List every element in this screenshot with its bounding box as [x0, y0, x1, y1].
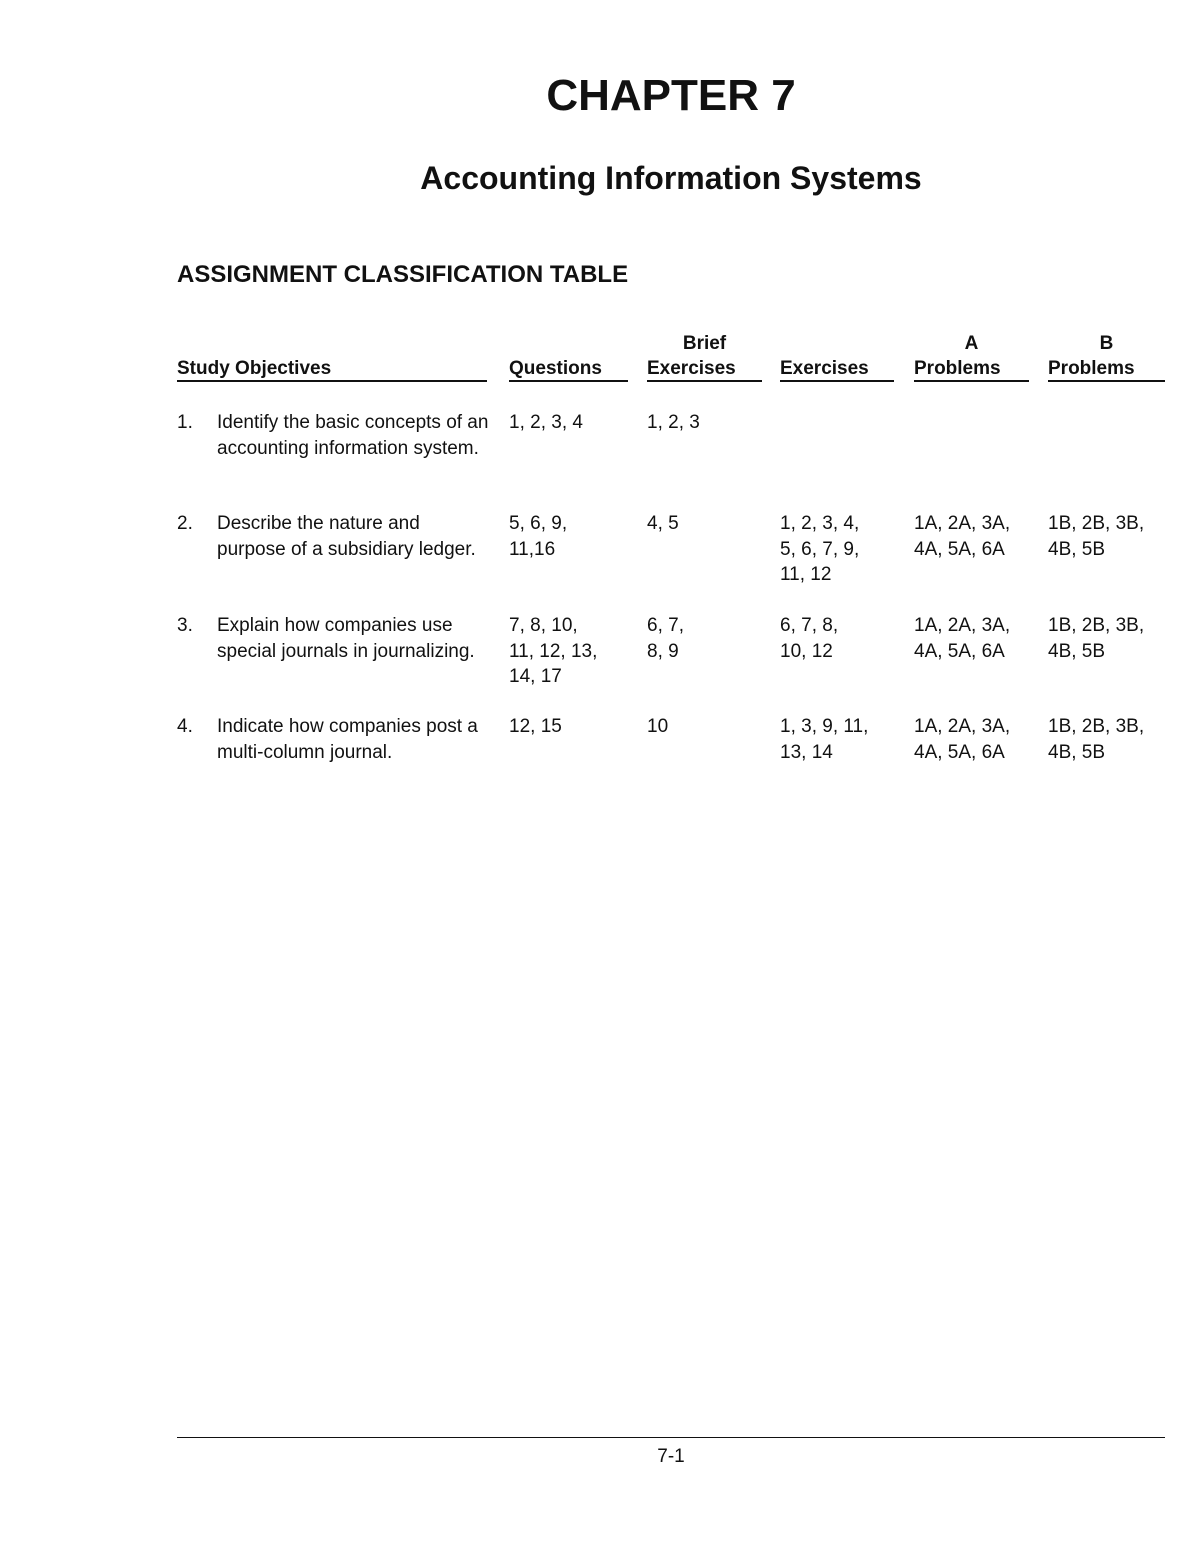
- objective-number: 1.: [177, 412, 193, 433]
- exercises-cell: 6, 7, 8, 10, 12: [780, 615, 839, 662]
- header-underline-questions: [509, 380, 628, 382]
- chapter-subtitle: Accounting Information Systems: [420, 160, 922, 196]
- header-study-objectives: Study Objectives: [177, 358, 332, 379]
- brief-exercises-cell: 10: [647, 716, 669, 737]
- header-underline-b-problems: [1048, 380, 1165, 382]
- header-underline-brief: [647, 380, 762, 382]
- questions-cell: 5, 6, 9, 11,16: [509, 513, 568, 560]
- brief-exercises-cell: 6, 7, 8, 9: [647, 615, 684, 662]
- exercises-cell: 1, 3, 9, 11, 13, 14: [780, 716, 869, 763]
- a-problems-cell: 1A, 2A, 3A, 4A, 5A, 6A: [914, 513, 1011, 560]
- objective-text: Indicate how companies post a multi-column journal.: [217, 716, 478, 763]
- exercises-cell: 1, 2, 3, 4, 5, 6, 7, 9, 11, 12: [780, 513, 860, 585]
- page-number: 7-1: [657, 1446, 685, 1467]
- header-brief-exercises: Exercises: [647, 358, 736, 379]
- header-underline-objectives: [177, 380, 487, 382]
- header-b-top: B: [1099, 333, 1114, 354]
- objective-text: Explain how companies use special journals in journalizing.: [217, 615, 475, 662]
- a-problems-cell: 1A, 2A, 3A, 4A, 5A, 6A: [914, 716, 1011, 763]
- footer-rule: [177, 1437, 1165, 1438]
- objective-number: 3.: [177, 615, 193, 636]
- chapter-heading: CHAPTER 7: [546, 71, 796, 120]
- questions-cell: 12, 15: [509, 716, 562, 737]
- b-problems-cell: 1B, 2B, 3B, 4B, 5B: [1048, 615, 1145, 662]
- b-problems-cell: 1B, 2B, 3B, 4B, 5B: [1048, 513, 1145, 560]
- brief-exercises-cell: 1, 2, 3: [647, 412, 700, 433]
- objective-number: 2.: [177, 513, 193, 534]
- objective-text: Identify the basic concepts of an accounting information system.: [217, 412, 489, 459]
- header-a-top: A: [964, 333, 979, 354]
- header-a-problems: Problems: [914, 358, 1001, 379]
- header-questions: Questions: [509, 358, 602, 379]
- header-exercises: Exercises: [780, 358, 869, 379]
- header-underline-exercises: [780, 380, 894, 382]
- questions-cell: 7, 8, 10, 11, 12, 13, 14, 17: [509, 615, 598, 687]
- header-brief-top: Brief: [682, 333, 727, 354]
- a-problems-cell: 1A, 2A, 3A, 4A, 5A, 6A: [914, 615, 1011, 662]
- section-title: ASSIGNMENT CLASSIFICATION TABLE: [177, 261, 629, 288]
- header-underline-a-problems: [914, 380, 1029, 382]
- header-b-problems: Problems: [1048, 358, 1135, 379]
- objective-number: 4.: [177, 716, 193, 737]
- questions-cell: 1, 2, 3, 4: [509, 412, 583, 433]
- b-problems-cell: 1B, 2B, 3B, 4B, 5B: [1048, 716, 1145, 763]
- brief-exercises-cell: 4, 5: [647, 513, 679, 534]
- objective-text: Describe the nature and purpose of a subsidiary ledger.: [217, 513, 476, 560]
